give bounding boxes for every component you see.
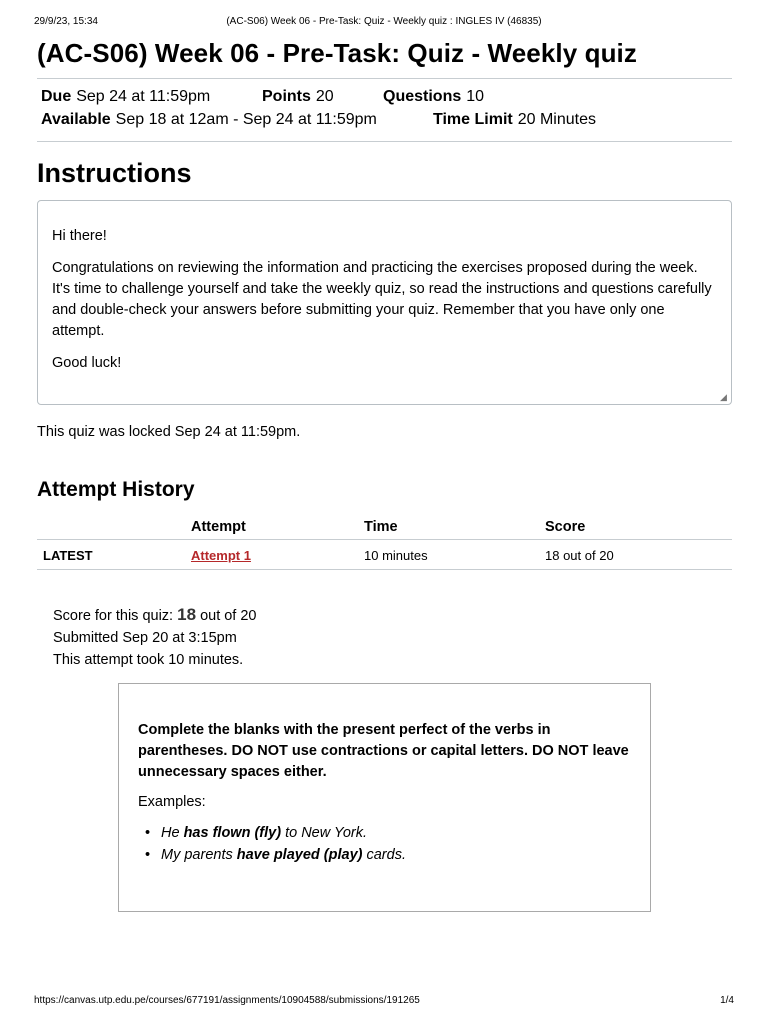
instructions-body: Congratulations on reviewing the information and practicing the exercises proposed during the week. It's time to challenge yourself and take the weekly quiz, so read the instructions and questions carefully and double-check your answers before submitting your quiz. Remember that you have only one attempt. [52,260,712,339]
page-title: (AC-S06) Week 06 - Pre-Task: Quiz - Weekly quiz [37,38,637,68]
column-header-time: Time [364,519,398,535]
questions-label: Questions [383,88,462,105]
examples-label: Examples: [138,794,206,810]
latest-tag: LATEST [43,548,93,563]
quiz-locked-note: This quiz was locked Sep 24 at 11:59pm. [37,424,301,440]
column-header-score: Score [545,519,586,535]
example-verb: have played (play) [236,847,363,863]
time-limit-value: 20 Minutes [517,111,596,128]
points-info [262,88,334,106]
attempt-time: 10 minutes [364,548,428,563]
example-verb: has flown (fly) [183,825,282,841]
question-instructions: Complete the blanks with the present perfect of the verbs in parentheses. DO NOT use contractions or capital letters. DO NOT leave unnecessary spaces either. [138,722,629,780]
instructions-greeting: Hi there! [52,228,107,244]
example-post: cards. [362,847,406,863]
due-label: Due [41,88,72,105]
attempt-link[interactable]: Attempt 1 [191,548,251,563]
attempt-history-heading: Attempt History [37,478,195,501]
submitted-at: Submitted Sep 20 at 3:15pm [53,630,237,646]
list-item [138,822,631,844]
example-post: to New York. [281,825,368,841]
resize-grip-icon[interactable]: ◢ [720,392,727,402]
page-number: 1/4 [720,995,734,1006]
points-label: Points [262,88,311,105]
print-page-title: (AC-S06) Week 06 - Pre-Task: Quiz - Weekly quiz : INGLES IV (46835) [226,16,542,27]
print-datetime: 29/9/23, 15:34 [34,16,98,27]
due-value: Sep 24 at 11:59pm [76,88,211,105]
list-item [138,844,631,866]
instructions-closing: Good luck! [52,355,122,371]
question-intro-box [118,683,651,912]
example-pre: My parents [161,847,237,863]
instructions-box [37,200,732,405]
instructions-heading: Instructions [37,158,192,188]
questions-info [383,88,484,106]
score-summary [53,604,257,671]
example-pre: He [161,825,184,841]
score-suffix: out of 20 [200,608,257,624]
available-value: Sep 18 at 12am - Sep 24 at 11:59pm [115,111,377,128]
attempt-score: 18 out of 20 [545,548,614,563]
questions-value: 10 [466,88,485,105]
due-info [41,88,210,106]
time-limit-info [433,111,596,129]
available-info [41,111,377,129]
points-value: 20 [315,88,334,105]
print-header [34,16,734,30]
table-header-row [37,512,732,540]
table-row [37,540,732,570]
print-url: https://canvas.utp.edu.pe/courses/677191/assignments/10904588/submissions/191265 [34,995,420,1006]
examples-list [138,822,631,866]
score-prefix: Score for this quiz: [53,608,174,624]
score-line [53,604,257,627]
divider [37,78,732,79]
available-label: Available [41,111,111,128]
attempt-history-table [37,512,732,570]
attempt-duration: This attempt took 10 minutes. [53,652,244,668]
divider [37,141,732,142]
column-header-attempt: Attempt [191,519,246,535]
score-value: 18 [177,605,197,624]
time-limit-label: Time Limit [433,111,513,128]
